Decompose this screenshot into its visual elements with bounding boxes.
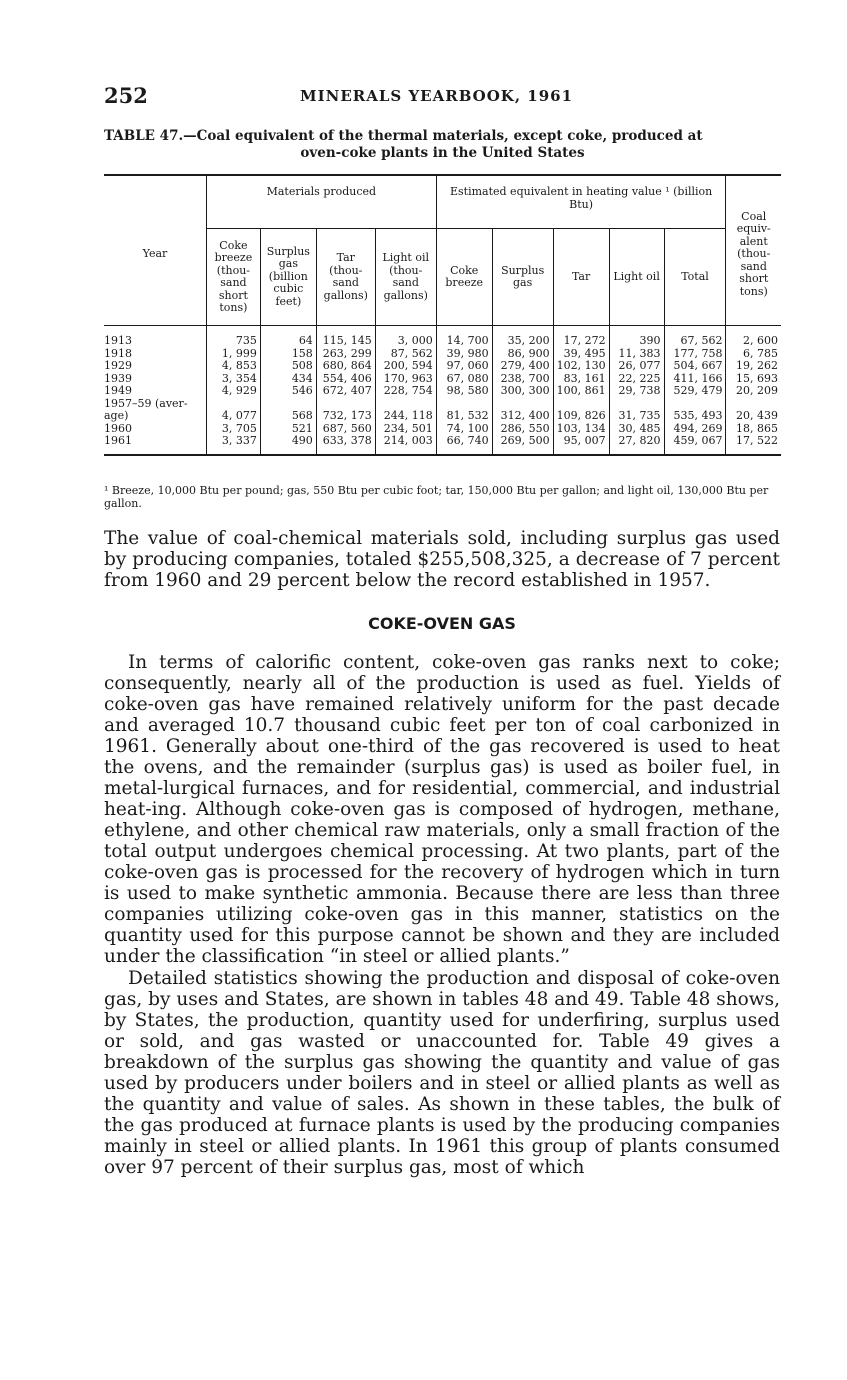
paragraph-calorific-content: In terms of calorific content, coke-oven gas ranks next to coke; consequently, nearly all of the production is used as fuel. Yields of coke-oven gas have remained relatively uniform for the past decade and averaged 10.7 thousand cubic feet per ton of coal carbonized in 1961. Generally about one-third of the gas recovered is used to heat the ovens, and the remainder (surplus gas) is used as boiler fuel, in metal-lurgical furnaces, and for residential, commercial, and industrial heat-ing. Although coke-oven gas is composed of hydrogen, methane, ethylene, and other chemical raw materials, only a small fraction of the total output undergoes chemical processing. At two plants, part of the coke-oven gas is processed for the recovery of hydrogen which in turn is used to make synthetic ammonia. Because there are less than three companies utilizing coke-oven gas in this manner, statistics on the quantity used for this purpose cannot be shown and they are included under the classification “in steel or allied plants.” bbox=[104, 652, 780, 967]
coal-equivalent-header: Coal equiv-alent (thou-sand short tons) bbox=[726, 175, 781, 326]
paragraph-coal-chemical-value: The value of coal-chemical materials sold, including surplus gas used by producing companies, totaled $255,508,325, a decrease of 7 percent from 1960 and 29 percent below the record established in 1957. bbox=[104, 528, 780, 591]
table-cell: 26, 077 bbox=[609, 360, 664, 373]
table-cell: 504, 667 bbox=[664, 360, 726, 373]
table-cell: 521 bbox=[260, 423, 316, 436]
table-cell: 87, 562 bbox=[375, 348, 436, 361]
table-cell: 687, 560 bbox=[316, 423, 375, 436]
table-cell: 17, 272 bbox=[553, 326, 609, 348]
table-cell: 244, 118 bbox=[375, 398, 436, 423]
table-cell: 98, 580 bbox=[436, 385, 492, 398]
table-cell: 228, 754 bbox=[375, 385, 436, 398]
row-year: 1918 bbox=[104, 346, 132, 360]
materials-produced-header: Materials produced bbox=[206, 175, 436, 229]
table-caption-rest: oven-coke plants in the United States bbox=[300, 145, 585, 161]
table-cell: 67, 080 bbox=[436, 373, 492, 386]
table-cell: 3, 337 bbox=[206, 435, 260, 455]
row-year: 1949 bbox=[104, 384, 132, 397]
table-cell: 109, 826 bbox=[553, 398, 609, 423]
table-row bbox=[104, 398, 781, 423]
table-cell: 27, 820 bbox=[609, 435, 664, 455]
table-cell: 2, 600 bbox=[726, 326, 781, 348]
table-cell: 680, 864 bbox=[316, 360, 375, 373]
table-cell: 263, 299 bbox=[316, 348, 375, 361]
table-cell: 95, 007 bbox=[553, 435, 609, 455]
table-cell: 490 bbox=[260, 435, 316, 455]
row-year: 1961 bbox=[104, 435, 206, 455]
table-cell: 279, 400 bbox=[492, 360, 553, 373]
table-cell: 4, 077 bbox=[206, 398, 260, 423]
section-heading: COKE-OVEN GAS bbox=[368, 614, 516, 633]
table-cell: 214, 003 bbox=[375, 435, 436, 455]
paragraph-detailed-statistics: Detailed statistics showing the production and disposal of coke-oven gas, by uses and States, are shown in tables 48 and 49. Table 48 shows, by States, the production, quantity used for underfiring, surplus used or sold, and gas wasted or unaccounted for. Table 49 gives a breakdown of the surplus gas showing the quantity and value of gas used by producers under boilers and in steel or allied plants as well as the quantity and value of sales. As shown in these tables, the bulk of the gas produced at furnace plants is used by the producing companies mainly in steel or allied plants. In 1961 this group of plants consumed over 97 percent of their surplus gas, most of which bbox=[104, 968, 780, 1178]
table-cell: 102, 130 bbox=[553, 360, 609, 373]
table-cell: 11, 383 bbox=[609, 348, 664, 361]
table-cell: 411, 166 bbox=[664, 373, 726, 386]
table-cell: 4, 929 bbox=[206, 385, 260, 398]
table-caption-lead: TABLE 47.—Coal equivalent of the thermal materials, except coke, produced at bbox=[104, 128, 703, 144]
table-row bbox=[104, 435, 781, 455]
table-cell: 31, 735 bbox=[609, 398, 664, 423]
total-btu-header: Total bbox=[664, 229, 726, 326]
row-year: 1939 bbox=[104, 371, 132, 385]
table-cell: 568 bbox=[260, 398, 316, 423]
table-cell: 15, 693 bbox=[726, 373, 781, 386]
table-cell: 20, 209 bbox=[726, 385, 781, 398]
table-cell: 39, 980 bbox=[436, 348, 492, 361]
table-cell: 508 bbox=[260, 360, 316, 373]
table-cell: 29, 738 bbox=[609, 385, 664, 398]
table-row bbox=[104, 326, 781, 348]
table-cell: 234, 501 bbox=[375, 423, 436, 436]
table-cell: 158 bbox=[260, 348, 316, 361]
estimated-equivalent-header: Estimated equivalent in heating value ¹ (billion Btu) bbox=[436, 175, 726, 229]
table-cell: 64 bbox=[260, 326, 316, 348]
table-cell: 19, 262 bbox=[726, 360, 781, 373]
table-cell: 115, 145 bbox=[316, 326, 375, 348]
table-cell: 529, 479 bbox=[664, 385, 726, 398]
table-cell: 170, 963 bbox=[375, 373, 436, 386]
table-cell: 81, 532 bbox=[436, 398, 492, 423]
table-cell: 103, 134 bbox=[553, 423, 609, 436]
table-cell: 200, 594 bbox=[375, 360, 436, 373]
table-cell: 535, 493 bbox=[664, 398, 726, 423]
table-cell: 18, 865 bbox=[726, 423, 781, 436]
tar-gallons-header: Tar (thou-sand gallons) bbox=[316, 229, 375, 326]
table-cell: 300, 300 bbox=[492, 385, 553, 398]
table-cell: 22, 225 bbox=[609, 373, 664, 386]
table-cell: 67, 562 bbox=[664, 326, 726, 348]
year-column-header: Year bbox=[104, 175, 206, 326]
table-cell: 546 bbox=[260, 385, 316, 398]
table-footnote: ¹ Breeze, 10,000 Btu per pound; gas, 550 Btu per cubic foot; tar, 150,000 Btu per gallon; and light oil, 130,000 Btu per gallon. bbox=[104, 484, 769, 510]
tar-btu-header: Tar bbox=[553, 229, 609, 326]
coal-equivalent-table bbox=[104, 174, 781, 456]
table-row bbox=[104, 385, 781, 398]
row-year: 1929 bbox=[104, 359, 132, 372]
table-cell: 35, 200 bbox=[492, 326, 553, 348]
table-cell: 459, 067 bbox=[664, 435, 726, 455]
table-cell: 494, 269 bbox=[664, 423, 726, 436]
table-cell: 238, 700 bbox=[492, 373, 553, 386]
table-cell: 97, 060 bbox=[436, 360, 492, 373]
table-caption bbox=[104, 128, 781, 162]
table-body bbox=[104, 326, 781, 455]
table-cell: 3, 354 bbox=[206, 373, 260, 386]
table-cell: 3, 000 bbox=[375, 326, 436, 348]
coke-breeze-btu-header: Coke breeze bbox=[436, 229, 492, 326]
surplus-gas-btu-header: Surplus gas bbox=[492, 229, 553, 326]
table-cell: 74, 100 bbox=[436, 423, 492, 436]
row-year: 1957–59 (aver-age) bbox=[104, 396, 188, 422]
table-row bbox=[104, 360, 781, 373]
table-cell: 83, 161 bbox=[553, 373, 609, 386]
table-cell: 434 bbox=[260, 373, 316, 386]
table-cell: 177, 758 bbox=[664, 348, 726, 361]
coke-breeze-tons-header: Coke breeze (thou-sand short tons) bbox=[206, 229, 260, 326]
table-cell: 17, 522 bbox=[726, 435, 781, 455]
row-year: 1960 bbox=[104, 421, 132, 435]
table-cell: 633, 378 bbox=[316, 435, 375, 455]
table-cell: 100, 861 bbox=[553, 385, 609, 398]
table-cell: 286, 550 bbox=[492, 423, 553, 436]
table-cell: 66, 740 bbox=[436, 435, 492, 455]
table-cell: 86, 900 bbox=[492, 348, 553, 361]
table-cell: 30, 485 bbox=[609, 423, 664, 436]
table-cell: 4, 853 bbox=[206, 360, 260, 373]
table-cell: 672, 407 bbox=[316, 385, 375, 398]
table-cell: 735 bbox=[206, 326, 260, 348]
light-oil-btu-header: Light oil bbox=[609, 229, 664, 326]
running-head: MINERALS YEARBOOK, 1961 bbox=[300, 87, 574, 105]
table-cell: 390 bbox=[609, 326, 664, 348]
table-cell: 39, 495 bbox=[553, 348, 609, 361]
row-year: 1913 bbox=[104, 334, 132, 347]
table-cell: 6, 785 bbox=[726, 348, 781, 361]
page-number: 252 bbox=[104, 83, 148, 108]
table-cell: 3, 705 bbox=[206, 423, 260, 436]
table-cell: 312, 400 bbox=[492, 398, 553, 423]
table-cell: 269, 500 bbox=[492, 435, 553, 455]
light-oil-gallons-header: Light oil (thou-sand gallons) bbox=[375, 229, 436, 326]
table-cell: 1, 999 bbox=[206, 348, 260, 361]
table-cell: 732, 173 bbox=[316, 398, 375, 423]
table-cell: 14, 700 bbox=[436, 326, 492, 348]
surplus-gas-cubic-feet-header: Surplus gas (billion cubic feet) bbox=[260, 229, 316, 326]
table-cell: 554, 406 bbox=[316, 373, 375, 386]
table-cell: 20, 439 bbox=[726, 398, 781, 423]
